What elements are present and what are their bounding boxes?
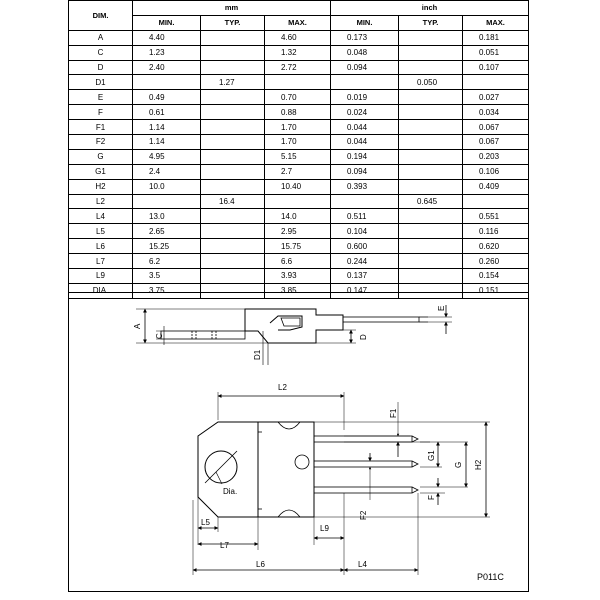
label-L7: L7 bbox=[220, 541, 229, 550]
value-cell: 0.019 bbox=[331, 90, 399, 105]
value-cell: 0.49 bbox=[133, 90, 201, 105]
value-cell: 0.173 bbox=[331, 30, 399, 45]
value-cell: 2.65 bbox=[133, 224, 201, 239]
dim-cell: G1 bbox=[69, 164, 133, 179]
value-cell: 0.094 bbox=[331, 60, 399, 75]
value-cell: 1.14 bbox=[133, 135, 201, 150]
value-cell: 1.32 bbox=[265, 45, 331, 60]
front-view bbox=[193, 392, 490, 575]
dim-cell: L5 bbox=[69, 224, 133, 239]
drawing-code: P011C bbox=[477, 572, 504, 582]
label-F: F bbox=[427, 495, 436, 500]
value-cell: 0.050 bbox=[399, 75, 463, 90]
value-cell: 0.645 bbox=[399, 194, 463, 209]
label-G1: G1 bbox=[427, 450, 436, 461]
label-C: C bbox=[155, 333, 164, 339]
sub-header-typ: TYP. bbox=[201, 15, 265, 30]
value-cell: 0.024 bbox=[331, 105, 399, 120]
value-cell: 0.393 bbox=[331, 179, 399, 194]
value-cell: 0.137 bbox=[331, 269, 399, 284]
value-cell: 0.116 bbox=[463, 224, 529, 239]
label-F2: F2 bbox=[359, 510, 368, 520]
label-L6: L6 bbox=[256, 560, 265, 569]
value-cell: 6.6 bbox=[265, 254, 331, 269]
value-cell: 0.600 bbox=[331, 239, 399, 254]
label-D1: D1 bbox=[253, 349, 262, 360]
dim-cell: L2 bbox=[69, 194, 133, 209]
label-D: D bbox=[359, 334, 368, 340]
dim-cell: DIA. bbox=[69, 283, 133, 298]
sub-header-max: MAX. bbox=[463, 15, 529, 30]
value-cell: 0.094 bbox=[331, 164, 399, 179]
value-cell: 0.70 bbox=[265, 90, 331, 105]
label-L9: L9 bbox=[320, 524, 329, 533]
value-cell: 1.27 bbox=[201, 75, 265, 90]
value-cell: 0.104 bbox=[331, 224, 399, 239]
value-cell: 3.5 bbox=[133, 269, 201, 284]
label-E: E bbox=[437, 305, 446, 311]
value-cell: 0.620 bbox=[463, 239, 529, 254]
label-L5: L5 bbox=[201, 518, 210, 527]
value-cell: 0.260 bbox=[463, 254, 529, 269]
value-cell: 0.244 bbox=[331, 254, 399, 269]
value-cell: 0.107 bbox=[463, 60, 529, 75]
dim-cell: F2 bbox=[69, 135, 133, 150]
value-cell: 14.0 bbox=[265, 209, 331, 224]
value-cell: 3.93 bbox=[265, 269, 331, 284]
dim-cell: F bbox=[69, 105, 133, 120]
value-cell: 15.25 bbox=[133, 239, 201, 254]
dim-cell: A bbox=[69, 30, 133, 45]
value-cell: 2.4 bbox=[133, 164, 201, 179]
value-cell: 10.0 bbox=[133, 179, 201, 194]
dim-cell: H2 bbox=[69, 179, 133, 194]
value-cell: 4.60 bbox=[265, 30, 331, 45]
value-cell: 5.15 bbox=[265, 149, 331, 164]
value-cell: 0.194 bbox=[331, 149, 399, 164]
value-cell: 2.72 bbox=[265, 60, 331, 75]
dim-cell: C bbox=[69, 45, 133, 60]
dim-cell: F1 bbox=[69, 120, 133, 135]
dim-cell: G bbox=[69, 149, 133, 164]
label-G: G bbox=[454, 461, 463, 468]
value-cell: 0.151 bbox=[463, 283, 529, 298]
inch-group-header: inch bbox=[331, 1, 529, 16]
value-cell: 0.88 bbox=[265, 105, 331, 120]
dim-cell: L6 bbox=[69, 239, 133, 254]
label-F1: F1 bbox=[389, 408, 398, 418]
value-cell: 1.14 bbox=[133, 120, 201, 135]
label-L4: L4 bbox=[358, 560, 367, 569]
value-cell: 1.70 bbox=[265, 120, 331, 135]
label-L2: L2 bbox=[278, 383, 287, 392]
sub-header-min: MIN. bbox=[331, 15, 399, 30]
dim-cell: E bbox=[69, 90, 133, 105]
dim-cell: L4 bbox=[69, 209, 133, 224]
value-cell: 0.147 bbox=[331, 283, 399, 298]
dim-cell: D bbox=[69, 60, 133, 75]
value-cell: 0.551 bbox=[463, 209, 529, 224]
value-cell: 0.067 bbox=[463, 135, 529, 150]
value-cell: 2.7 bbox=[265, 164, 331, 179]
label-H2: H2 bbox=[474, 459, 483, 470]
value-cell: 0.154 bbox=[463, 269, 529, 284]
dim-cell: L7 bbox=[69, 254, 133, 269]
value-cell: 0.61 bbox=[133, 105, 201, 120]
value-cell: 0.044 bbox=[331, 135, 399, 150]
value-cell: 0.409 bbox=[463, 179, 529, 194]
value-cell: 2.95 bbox=[265, 224, 331, 239]
value-cell: 15.75 bbox=[265, 239, 331, 254]
value-cell: 3.85 bbox=[265, 283, 331, 298]
value-cell: 0.051 bbox=[463, 45, 529, 60]
dim-header: DIM. bbox=[69, 1, 133, 31]
value-cell: 0.044 bbox=[331, 120, 399, 135]
value-cell: 0.106 bbox=[463, 164, 529, 179]
dim-cell: D1 bbox=[69, 75, 133, 90]
label-dia: Dia. bbox=[223, 487, 238, 496]
value-cell: 0.511 bbox=[331, 209, 399, 224]
value-cell: 4.40 bbox=[133, 30, 201, 45]
value-cell: 6.2 bbox=[133, 254, 201, 269]
value-cell: 0.067 bbox=[463, 120, 529, 135]
value-cell: 4.95 bbox=[133, 149, 201, 164]
value-cell: 1.70 bbox=[265, 135, 331, 150]
dim-cell: L9 bbox=[69, 269, 133, 284]
value-cell: 3.75 bbox=[133, 283, 201, 298]
sub-header-min: MIN. bbox=[133, 15, 201, 30]
value-cell: 0.027 bbox=[463, 90, 529, 105]
side-view bbox=[136, 305, 452, 365]
mm-group-header: mm bbox=[133, 1, 331, 16]
value-cell: 16.4 bbox=[201, 194, 265, 209]
value-cell: 13.0 bbox=[133, 209, 201, 224]
value-cell: 2.40 bbox=[133, 60, 201, 75]
label-A: A bbox=[133, 323, 142, 329]
sub-header-typ: TYP. bbox=[399, 15, 463, 30]
sub-header-max: MAX. bbox=[265, 15, 331, 30]
value-cell: 0.034 bbox=[463, 105, 529, 120]
value-cell: 0.203 bbox=[463, 149, 529, 164]
drawing-labels bbox=[133, 306, 504, 582]
value-cell: 1.23 bbox=[133, 45, 201, 60]
value-cell: 0.048 bbox=[331, 45, 399, 60]
value-cell: 10.40 bbox=[265, 179, 331, 194]
value-cell: 0.181 bbox=[463, 30, 529, 45]
